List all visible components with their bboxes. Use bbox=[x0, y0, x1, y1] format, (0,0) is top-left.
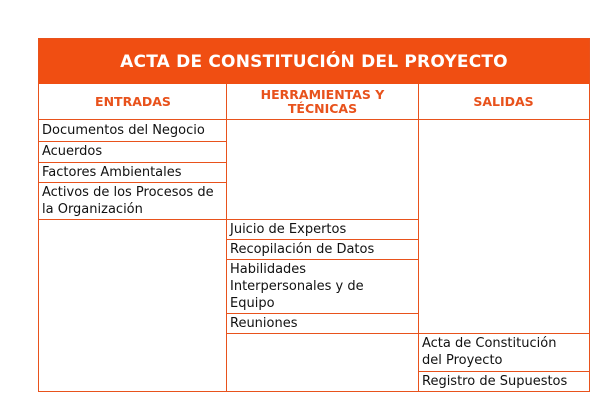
entrada-item-multiline bbox=[39, 183, 226, 219]
herramienta-item: Reuniones bbox=[230, 316, 298, 331]
salida-item-multiline bbox=[419, 334, 589, 371]
header-entradas: ENTRADAS bbox=[39, 84, 227, 120]
header-herramientas bbox=[227, 84, 418, 120]
herramienta-line: Habilidades bbox=[230, 262, 307, 277]
entrada-line: la Organización bbox=[42, 202, 143, 217]
entrada-item: Acuerdos bbox=[42, 144, 103, 159]
herramienta-line: Interpersonales y de bbox=[230, 279, 364, 294]
herramienta-item: Juicio de Expertos bbox=[230, 222, 347, 237]
herramienta-item-multiline bbox=[227, 260, 418, 314]
salida-line: del Proyecto bbox=[422, 353, 503, 368]
table-title: ACTA DE CONSTITUCIÓN DEL PROYECTO bbox=[39, 39, 589, 84]
herramienta-line: Equipo bbox=[230, 296, 275, 311]
header-salidas: SALIDAS bbox=[418, 84, 589, 120]
entrada-item: Documentos del Negocio bbox=[42, 123, 205, 138]
salida-item: Registro de Supuestos bbox=[422, 374, 568, 389]
project-charter-table bbox=[38, 38, 590, 392]
salida-line: Acta de Constitución bbox=[422, 336, 557, 351]
herramienta-item: Recopilación de Datos bbox=[230, 242, 375, 257]
header-herramientas-line2: TÉCNICAS bbox=[287, 100, 358, 116]
header-herramientas-line1: HERRAMIENTAS Y bbox=[260, 86, 385, 102]
entrada-line: Activos de los Procesos de bbox=[42, 185, 214, 200]
entrada-item: Factores Ambientales bbox=[42, 165, 182, 180]
